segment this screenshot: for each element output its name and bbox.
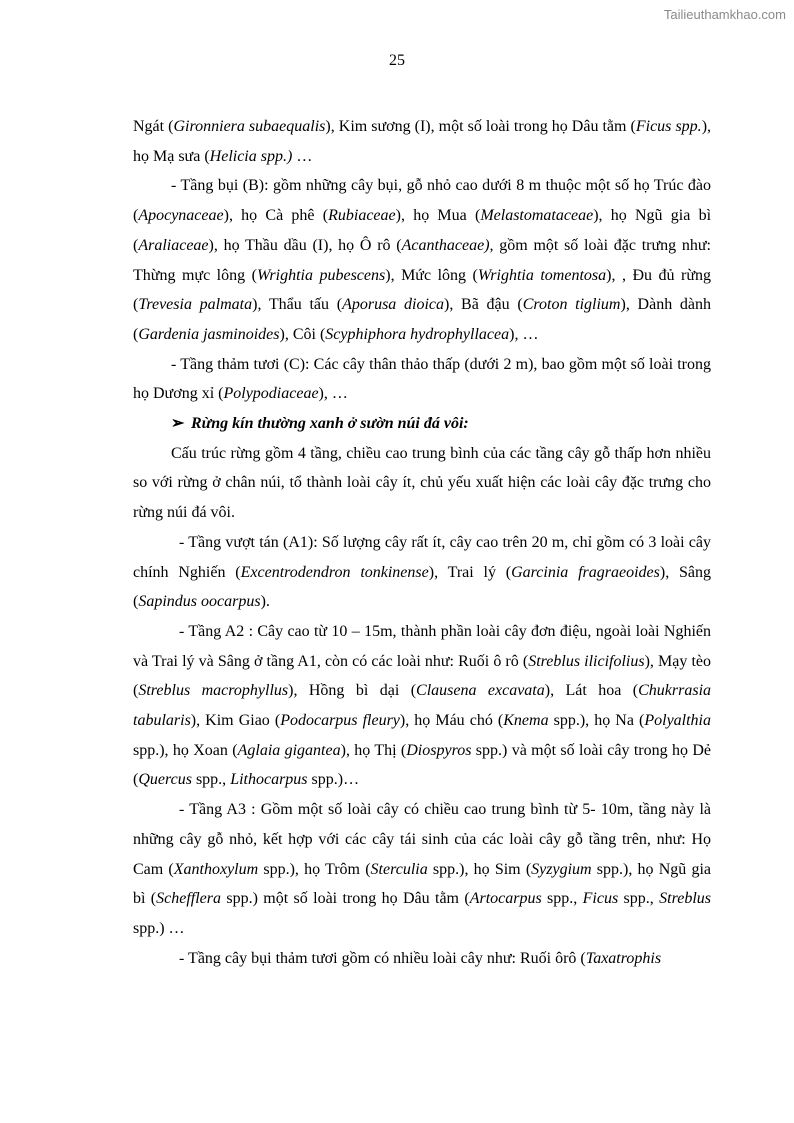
italic-run: Ficus [582, 890, 619, 908]
text-run: spp.), họ Ngũ gia bì ( [133, 860, 712, 908]
text-run: … [292, 147, 313, 165]
text-run: spp., [191, 771, 231, 789]
italic-run: Sapindus oocarpus [138, 593, 261, 611]
text-run: spp.) một số loài trong họ Dâu tằm ( [221, 890, 470, 908]
italic-run: Xanthoxylum [173, 860, 259, 878]
text-run: ), Thẩu tấu ( [252, 296, 343, 314]
text-run: - Tầng A3 : Gồm một số loài cây có chiều cao trung bình từ 5- 10m, tầng này là những cây gỗ nhỏ, kết hợp với các cây tái sinh của các loài cây gỗ tầng trên, như: Họ Cam ( [133, 801, 711, 878]
arrow-bullet-icon: ➢ [171, 415, 185, 433]
paragraph [133, 112, 711, 171]
text-run: - Tầng thảm tươi (C): Các cây thân thảo thấp (dưới 2 m), bao gồm một số loài trong họ Dương xỉ ( [133, 355, 711, 403]
watermark: Tailieuthamkhao.com [663, 7, 786, 22]
paragraph [133, 944, 711, 974]
section-heading [133, 409, 711, 439]
text-run: ), họ Thầu dầu (I), họ Ô rô ( [208, 236, 402, 254]
paragraph [133, 350, 711, 409]
italic-run: Excentrodendron tonkinense [240, 563, 429, 581]
text-run: ), họ Mạ sưa ( [133, 118, 712, 165]
text-run: gồm một số loài đặc trưng như: Thừng mực lông ( [133, 236, 711, 284]
text-run: spp.) và một số loài cây trong họ Dẻ ( [133, 741, 711, 789]
italic-run: Streblus ilicifolius [528, 652, 645, 670]
text-run: - Tầng vượt tán (A1): Số lượng cây rất ít, cây cao trên 20 m, chỉ gồm có 3 loài cây chính Nghiến ( [133, 533, 711, 581]
text-run: ), … [318, 385, 348, 403]
text-run: ), họ Ngũ gia bì ( [133, 207, 712, 254]
text-run: spp.) … [133, 919, 185, 937]
text-run: ), họ Mua ( [395, 207, 481, 225]
text-run: - Tầng A2 : Cây cao từ 10 – 15m, thành phần loài cây đơn điệu, ngoài loài Nghiến và Trai lý và Sâng ở tầng A1, còn có các loài như: Ruối ô rô ( [133, 622, 711, 670]
italic-run: Knema [503, 712, 549, 730]
italic-run: Diospyros [406, 741, 472, 759]
italic-run: Apocynaceae [138, 207, 224, 225]
italic-run: Chukrrasia tabularis [133, 682, 712, 730]
italic-run: Clausena excavata [416, 682, 545, 700]
italic-run: Acanthaceae), [401, 236, 494, 254]
italic-run: Podocarpus fleury [280, 712, 400, 730]
paragraph [133, 171, 711, 349]
italic-run: Quercus [138, 771, 192, 789]
italic-run: Gardenia jasminoides [138, 325, 280, 343]
text-run: spp.), họ Na ( [548, 712, 645, 730]
text-run: ), … [509, 325, 539, 343]
text-run: spp.), họ Trôm ( [258, 860, 371, 878]
text-run: ), họ Cà phê ( [223, 207, 329, 225]
italic-run: Aporusa dioica [342, 296, 444, 314]
text-run: spp., [618, 890, 660, 908]
text-run: ), , Đu đủ rừng ( [133, 266, 712, 314]
page-number: 25 [389, 52, 405, 69]
text-run: Cấu trúc rừng gồm 4 tầng, chiều cao trung bình của các tầng cây gỗ thấp hơn nhiều so với rừng ở chân núi, tổ thành loài cây ít, chủ yếu xuất hiện các loài cây đặc trưng cho rừng núi đá vôi. [133, 444, 711, 522]
italic-run: Streblus [659, 890, 711, 908]
paragraph [133, 795, 711, 944]
text-run: ), Bã đậu ( [444, 296, 523, 314]
text-run: ), Hồng bì dại ( [288, 682, 417, 700]
italic-run: Helicia spp.) [209, 147, 293, 165]
italic-run: Wrightia tomentosa [477, 266, 607, 284]
text-run: ), Dành dành ( [133, 296, 712, 343]
document-body [133, 112, 711, 973]
italic-run: Araliaceae [138, 236, 209, 254]
italic-run: Trevesia palmata [138, 296, 253, 314]
paragraph [133, 439, 711, 528]
text-run: ), Mức lông ( [385, 266, 478, 284]
italic-run: Lithocarpus [230, 771, 308, 789]
section-heading-text: Rừng kín thường xanh ở sườn núi đá vôi: [191, 415, 469, 433]
italic-run: Aglaia gigantea [237, 741, 341, 759]
italic-run: Streblus macrophyllus [138, 682, 289, 700]
italic-run: Melastomataceae [480, 207, 594, 225]
italic-run: Ficus spp. [635, 118, 702, 135]
paragraph [133, 617, 711, 795]
text-run: ), Kim sương (I), một số loài trong họ Dâu tằm ( [325, 118, 636, 135]
italic-run: Taxatrophis [585, 949, 662, 967]
italic-run: Schefflera [156, 890, 222, 908]
text-run: spp.), họ Xoan ( [133, 741, 238, 759]
text-run: ), Kim Giao ( [190, 712, 281, 730]
text-run: ), họ Máu chó ( [399, 712, 504, 730]
italic-run: Artocarpus [469, 890, 542, 908]
text-run: spp.)… [307, 771, 360, 789]
italic-run: Rubiaceae [328, 207, 396, 225]
italic-run: Garcinia fragraeoides [511, 563, 660, 581]
text-run: ), Mạy tèo ( [133, 652, 712, 700]
text-run: spp.), họ Sim ( [427, 860, 532, 878]
italic-run: Polyalthia [644, 712, 711, 730]
text-run: ), Sâng ( [133, 563, 712, 611]
italic-run: Scyphiphora hydrophyllacea [325, 325, 510, 343]
text-run: - Tầng cây bụi thảm tươi gồm có nhiều loài cây như: Ruối ôrô ( [179, 949, 586, 967]
italic-run: Syzygium [531, 860, 592, 878]
italic-run: Sterculia [370, 860, 428, 878]
paragraph [133, 528, 711, 617]
text-run: - Tầng bụi (B): gồm những cây bụi, gỗ nhỏ cao dưới 8 m thuộc một số họ Trúc đào ( [133, 177, 711, 225]
italic-run: Polypodiaceae [223, 385, 319, 403]
text-run: spp., [541, 890, 583, 908]
italic-run: Wrightia pubescens [256, 266, 386, 284]
text-run: ), Lát hoa ( [544, 682, 639, 700]
text-run: Ngát ( [133, 118, 174, 135]
text-run: ), Côi ( [279, 325, 326, 343]
text-run: ), Trai lý ( [428, 563, 512, 581]
italic-run: Gironniera subaequalis [173, 118, 326, 135]
text-run: ). [260, 593, 270, 611]
text-run: ), họ Thị ( [340, 741, 407, 759]
italic-run: Croton tiglium [522, 296, 621, 314]
